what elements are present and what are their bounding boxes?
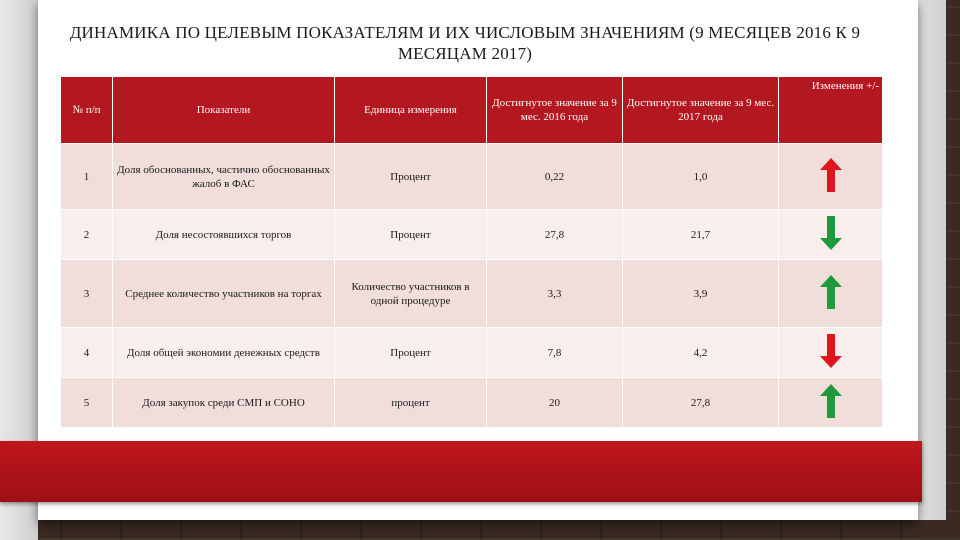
cell-change	[779, 144, 883, 210]
header-unit: Единица измерения	[335, 77, 487, 144]
table-row	[61, 328, 883, 378]
cell-value-2016: 7,8	[487, 328, 623, 378]
cell-indicator: Доля общей экономии денежных средств	[113, 328, 335, 378]
cell-change	[779, 378, 883, 428]
cell-unit: Процент	[335, 210, 487, 260]
header-num: № п/п	[61, 77, 113, 144]
cell-value-2016: 27,8	[487, 210, 623, 260]
table-row	[61, 378, 883, 428]
cell-num: 3	[61, 260, 113, 328]
cell-value-2016: 0,22	[487, 144, 623, 210]
cell-indicator: Доля закупок среди СМП и СОНО	[113, 378, 335, 428]
footer-bar	[0, 441, 922, 502]
table-row	[61, 210, 883, 260]
cell-indicator: Доля обоснованных, частично обоснованных жалоб в ФАС	[113, 144, 335, 210]
header-indicator: Показатели	[113, 77, 335, 144]
cell-change	[779, 328, 883, 378]
header-value-2016: Достигнутое значение за 9 мес. 2016 года	[487, 77, 623, 144]
cell-value-2017: 1,0	[623, 144, 779, 210]
table-row	[61, 260, 883, 328]
arrow-down-icon	[820, 216, 842, 250]
cell-num: 4	[61, 328, 113, 378]
page-title: ДИНАМИКА ПО ЦЕЛЕВЫМ ПОКАЗАТЕЛЯМ И ИХ ЧИСЛОВЫМ ЗНАЧЕНИЯМ (9 МЕСЯЦЕВ 2016 К 9 МЕСЯЦАМ 2017)	[69, 23, 861, 63]
cell-value-2017: 27,8	[623, 378, 779, 428]
arrow-up-icon	[820, 158, 842, 192]
arrow-up-icon	[820, 275, 842, 309]
cell-value-2017: 21,7	[623, 210, 779, 260]
cell-num: 5	[61, 378, 113, 428]
cell-indicator: Доля несостоявшихся торгов	[113, 210, 335, 260]
cell-unit: процент	[335, 378, 487, 428]
arrow-up-icon	[820, 384, 842, 418]
cell-indicator: Среднее количество участников на торгах	[113, 260, 335, 328]
cell-change	[779, 210, 883, 260]
table-row	[61, 144, 883, 210]
indicators-table	[60, 76, 883, 428]
cell-num: 1	[61, 144, 113, 210]
cell-value-2016: 3,3	[487, 260, 623, 328]
cell-unit: Процент	[335, 328, 487, 378]
cell-unit: Процент	[335, 144, 487, 210]
header-change: Изменения +/-	[779, 77, 883, 144]
cell-value-2016: 20	[487, 378, 623, 428]
arrow-down-icon	[820, 334, 842, 368]
table-header-row	[61, 77, 883, 144]
cell-change	[779, 260, 883, 328]
cell-value-2017: 4,2	[623, 328, 779, 378]
slide-right-edge	[918, 0, 946, 520]
cell-unit: Количество участников в одной процедуре	[335, 260, 487, 328]
cell-num: 2	[61, 210, 113, 260]
header-value-2017: Достигнутое значение за 9 мес. 2017 года	[623, 77, 779, 144]
cell-value-2017: 3,9	[623, 260, 779, 328]
